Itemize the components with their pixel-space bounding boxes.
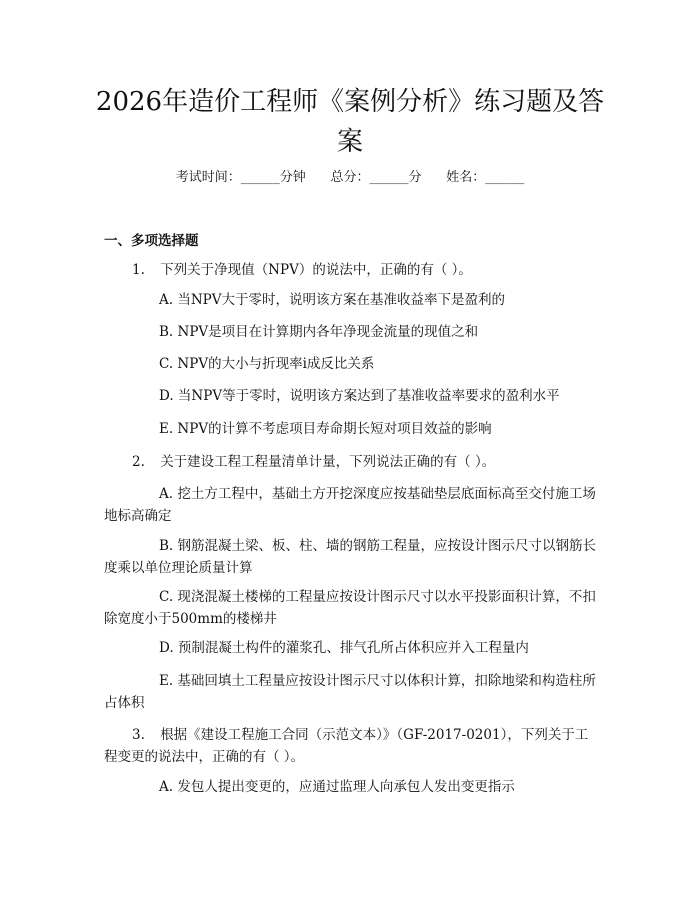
option-2d: D. 预制混凝土构件的灌浆孔、排气孔所占体积应并入工程量内 — [159, 640, 529, 656]
option-1a: A. 当NPV大于零时，说明该方案在基准收益率下是盈利的 — [159, 292, 505, 308]
option-1d: D. 当NPV等于零时，说明该方案达到了基准收益率要求的盈利水平 — [159, 388, 560, 404]
document-title: 2026年造价工程师《案例分析》练习题及答案 — [95, 87, 605, 157]
option-2c: C. 现浇混凝土楼梯的工程量应按设计图示尺寸以水平投影面积计算，不扣除宽度小于500mm的楼梯井 — [104, 589, 596, 627]
question-3 — [104, 724, 598, 768]
question-2 — [104, 452, 598, 472]
section-heading: 一、多项选择题 — [104, 233, 199, 249]
option-2a: A. 挖土方工程中，基础土方开挖深度应按基础垫层底面标高至交付施工场地标高确定 — [104, 486, 596, 524]
option-2b: B. 钢筋混凝土梁、板、柱、墙的钢筋工程量，应按设计图示尺寸以钢筋长度乘以单位理论质量计算 — [104, 538, 597, 576]
question-text: 关于建设工程工程量清单计量，下列说法正确的有（ ）。 — [160, 454, 496, 470]
option-1c: C. NPV的大小与折现率i成反比关系 — [159, 356, 375, 372]
option-1e: E. NPV的计算不考虑项目寿命期长短对项目效益的影响 — [159, 421, 492, 437]
question-text: 下列关于净现值（NPV）的说法中，正确的有（ ）。 — [160, 262, 472, 278]
question-number: 1. — [132, 262, 145, 278]
option-3a: A. 发包人提出变更的，应通过监理人向承包人发出变更指示 — [159, 779, 515, 795]
question-number: 3. — [132, 727, 145, 743]
question-text: 根据《建设工程施工合同（示范文本）》（GF-2017-0201），下列关于工程变更的说法中，正确的有（ ）。 — [104, 727, 589, 765]
option-1b: B. NPV是项目在计算期内各年净现金流量的现值之和 — [159, 324, 479, 340]
question-number: 2. — [132, 454, 145, 470]
option-2e: E. 基础回填土工程量应按设计图示尺寸以体积计算，扣除地梁和构造柱所占体积 — [104, 673, 596, 711]
question-1 — [104, 260, 598, 280]
exam-info-line: 考试时间：______分钟 总分：______分 姓名：______ — [175, 170, 525, 185]
